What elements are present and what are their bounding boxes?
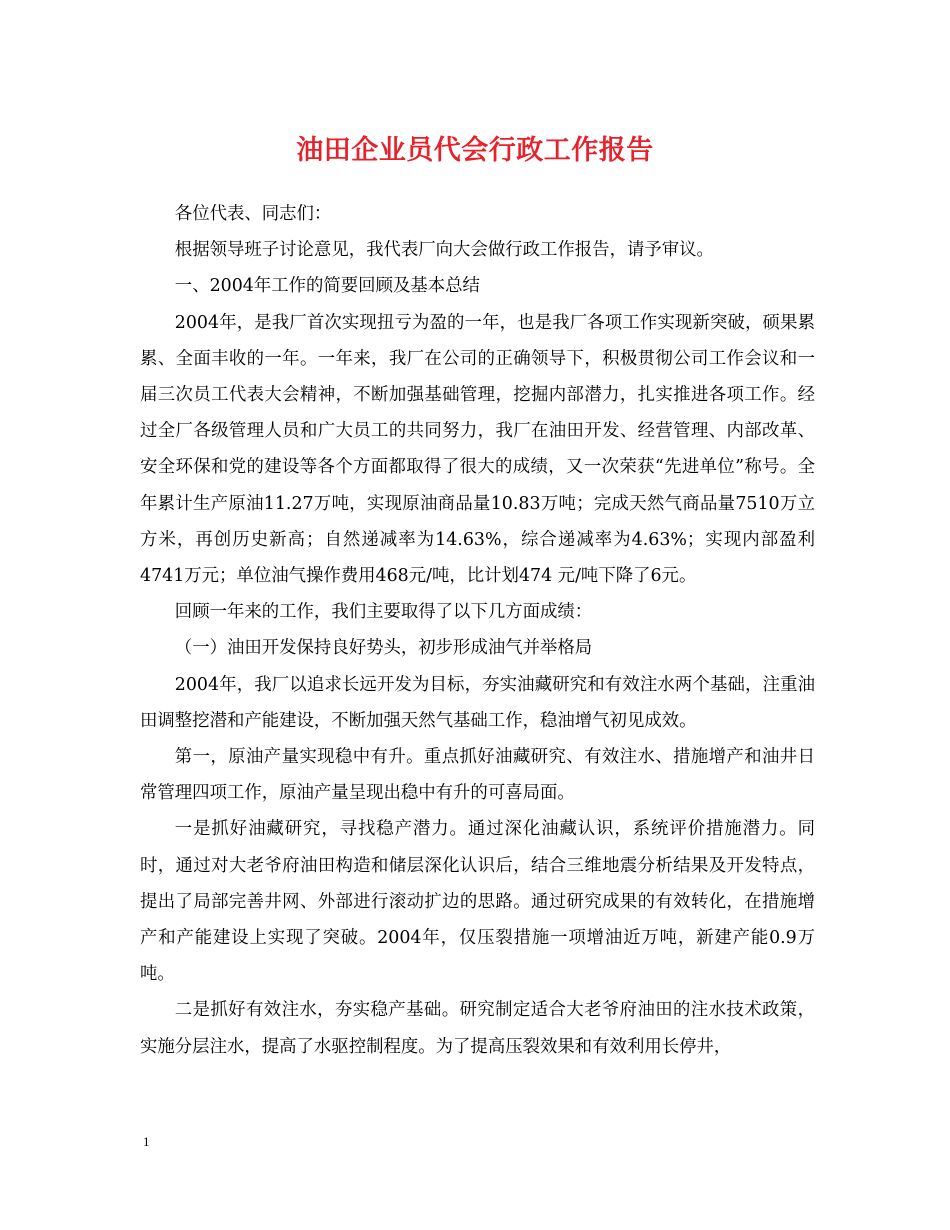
- page-number: 1: [143, 1134, 150, 1149]
- paragraph-development: 2004年，我厂以追求长远开发为目标，夯实油藏研究和有效注水两个基础，注重油田调整挖潜和产能建设，不断加强天然气基础工作，稳油增气初见成效。: [140, 674, 815, 731]
- paragraph-achievements-intro: 回顾一年来的工作，我们主要取得了以下几方面成绩：: [174, 602, 593, 623]
- paragraph-reservoir-research: 一是抓好油藏研究，寻找稳产潜力。通过深化油藏认识，系统评价措施潜力。同时，通过对大老爷府油田构造和储层深化认识后，结合三维地震分析结果及开发特点，提出了局部完善井网、外部进行滚动扩边的思路。通过研究成果的有效转化，在措施增产和产能建设上实现了突破。2004年，仅压裂措施一项增油近万吨，新建产能0.9万吨。: [140, 819, 815, 985]
- paragraph-salutation: 各位代表、同志们：: [174, 204, 332, 224]
- document-body: [140, 196, 815, 1065]
- paragraph-crude-output: 第一，原油产量实现稳中有升。重点抓好油藏研究、有效注水、措施增产和油井日常管理四项工作，原油产量呈现出稳中有升的可喜局面。: [140, 747, 815, 804]
- document-title: 油田企业员代会行政工作报告: [296, 135, 654, 166]
- paragraph-intro: 根据领导班子讨论意见，我代表厂向大会做行政工作报告，请予审议。: [174, 240, 714, 261]
- paragraph-water-injection: 二是抓好有效注水，夯实稳产基础。研究制定适合大老爷府油田的注水技术政策，实施分层注水，提高了水驱控制程度。为了提高压裂效果和有效利用长停井，: [140, 1000, 815, 1057]
- paragraph-summary: 2004年，是我厂首次实现扭亏为盈的一年，也是我厂各项工作实现新突破，硕果累累、全面丰收的一年。一年来，我厂在公司的正确领导下，积极贯彻公司工作会议和一届三次员工代表大会精神，不断加强基础管理，挖掘内部潜力，扎实推进各项工作。经过全厂各级管理人员和广大员工的共同努力，我厂在油田开发、经营管理、内部改革、安全环保和党的建设等各个方面都取得了很大的成绩，又一次荣获“先进单位”称号。全年累计生产原油11.27万吨，实现原油商品量10.83万吨；完成天然气商品量7510万立方米，再创历史新高；自然递减率为14.63%，综合递减率为4.63%；实现内部盈利4741万元；单位油气操作费用468元/吨，比计划474 元/吨下降了6元。: [140, 312, 815, 587]
- section-heading-1: 一、2004年工作的简要回顾及基本总结: [174, 276, 480, 297]
- subsection-heading-1: （一）油田开发保持良好势头，初步形成油气并举格局: [174, 638, 593, 659]
